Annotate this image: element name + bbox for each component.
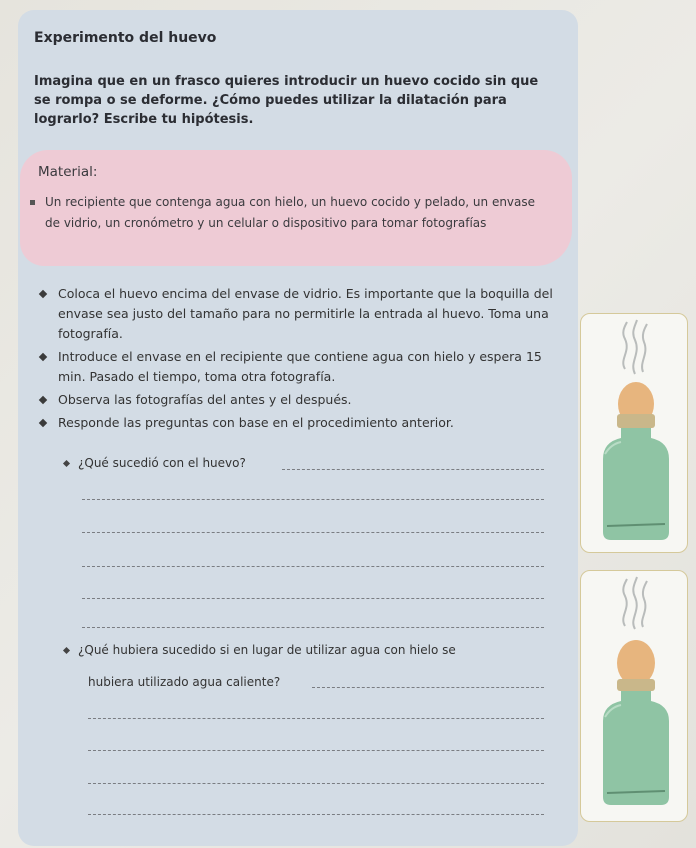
- diamond-bullet-icon: [39, 396, 47, 404]
- procedure-step: Introduce el envase en el recipiente que contiene agua con hielo y espera 15 min. Pasado el tiempo, toma otra fotografía.: [38, 347, 558, 387]
- diamond-bullet-icon: [39, 419, 47, 427]
- bullet-icon: [30, 200, 35, 205]
- illustration-before: [580, 313, 688, 553]
- diamond-bullet-icon: [39, 353, 47, 361]
- answer-line[interactable]: [88, 783, 544, 784]
- material-text: Un recipiente que contenga agua con hielo, un huevo cocido y pelado, un envase de vidrio, un cronómetro y un celular o dispositivo para tomar fotografías: [45, 195, 536, 230]
- material-heading: Material:: [38, 164, 98, 180]
- intro-text: Imagina que en un frasco quieres introducir un huevo cocido sin que se rompa o se deforme. ¿Cómo puedes utilizar la dilatación para lograrlo? Escribe tu hipótesis.: [34, 74, 539, 127]
- material-item: [45, 192, 545, 234]
- question-2-continued: hubiera utilizado agua caliente?: [88, 675, 281, 689]
- procedure-list: [38, 284, 558, 436]
- procedure-step: Observa las fotografías del antes y el después.: [38, 390, 558, 410]
- procedure-step: Responde las preguntas con base en el procedimiento anterior.: [38, 413, 558, 433]
- steam-icon: [623, 320, 647, 374]
- question-2: ¿Qué hubiera sucedido si en lugar de utilizar agua con hielo se: [78, 643, 456, 657]
- answer-line[interactable]: [88, 814, 544, 815]
- procedure-step: Coloca el huevo encima del envase de vidrio. Es importante que la boquilla del envase sea justo del tamaño para no permitirle la entrada al huevo. Toma una fotografía.: [38, 284, 558, 344]
- diamond-bullet-icon: [39, 290, 47, 298]
- answer-line[interactable]: [82, 598, 544, 599]
- jar-with-egg-icon: [581, 571, 687, 821]
- answer-line[interactable]: [82, 627, 544, 628]
- answer-line[interactable]: [282, 469, 544, 470]
- answer-line[interactable]: [88, 718, 544, 719]
- answer-line[interactable]: [82, 566, 544, 567]
- question-1: ¿Qué sucedió con el huevo?: [78, 456, 246, 470]
- page-title: Experimento del huevo: [34, 30, 217, 46]
- answer-line[interactable]: [82, 532, 544, 533]
- answer-line[interactable]: [88, 750, 544, 751]
- steam-icon: [623, 577, 647, 629]
- illustration-after: [580, 570, 688, 822]
- answer-line[interactable]: [312, 687, 544, 688]
- material-box: [20, 150, 572, 266]
- jar-with-egg-icon: [581, 314, 687, 552]
- answer-line[interactable]: [82, 499, 544, 500]
